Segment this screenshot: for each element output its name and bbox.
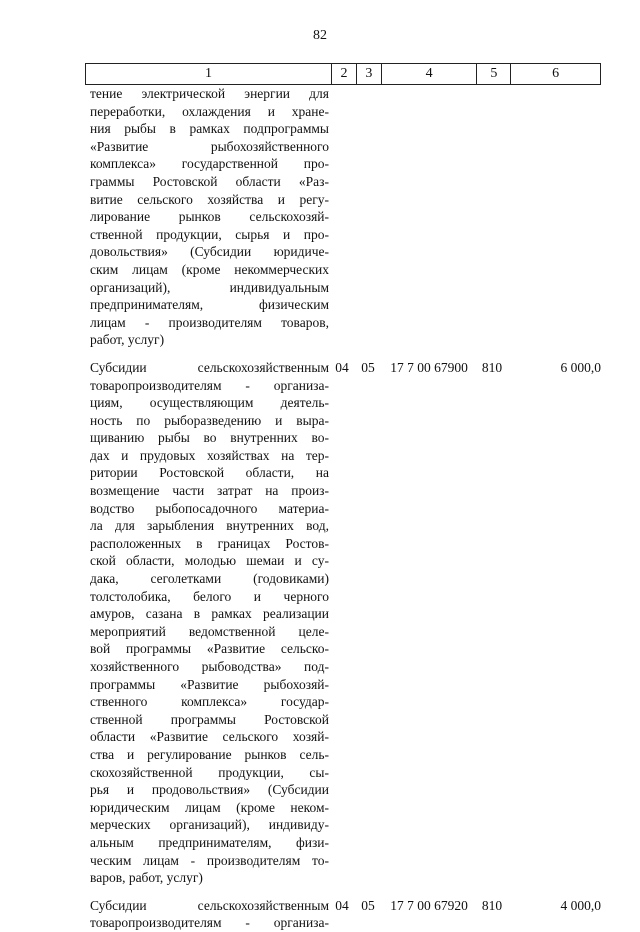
- header-cell: 3: [357, 64, 382, 84]
- table-row: [85, 359, 601, 887]
- text-line: мероприятий ведомственной целе-: [90, 623, 329, 639]
- table-row: [85, 85, 601, 349]
- text-line: юридическим лицам (кроме неком-: [90, 799, 329, 815]
- text-line: лицам - производителям товаров,: [90, 314, 329, 330]
- text-line: предпринимателям, физическим: [90, 297, 329, 313]
- text-line: возмещение части затрат на произ-: [90, 483, 329, 499]
- cell-subsection: [355, 85, 381, 349]
- text-line: ность по рыборазведению и выра-: [90, 412, 329, 428]
- header-cell: 2: [332, 64, 357, 84]
- text-line: ческим лицам - производителям то-: [90, 852, 329, 868]
- cell-target-article: [381, 85, 477, 349]
- cell-section: 04: [335, 897, 349, 913]
- header-cell: 5: [477, 64, 511, 84]
- cell-target-article: 17 7 00 67900: [390, 359, 468, 375]
- table-row: [85, 897, 601, 932]
- header-cell: 1: [86, 64, 332, 84]
- text-line: довольствия» (Субсидии юридиче-: [90, 244, 329, 260]
- text-line: вой программы «Развитие сельско-: [90, 641, 329, 657]
- text-line: варов, работ, услуг): [90, 870, 203, 886]
- text-line: ния рыбы в рамках подпрограммы: [90, 121, 329, 137]
- text-line: ским лицам (кроме некоммерческих: [90, 261, 329, 277]
- row-description: [85, 359, 329, 887]
- cell-subsection: 05: [361, 897, 375, 913]
- text-line: циям, осуществляющим деятель-: [90, 395, 329, 411]
- text-line: товаропроизводителям - организа-: [90, 915, 329, 931]
- text-line: ла для зарыбления внутренних вод,: [90, 518, 329, 534]
- text-line: переработки, охлаждения и хране-: [90, 103, 329, 119]
- text-line: товаропроизводителям - организа-: [90, 377, 329, 393]
- text-line: ской области, молодью шемаи и су-: [90, 553, 329, 569]
- text-line: ственного комплекса» государ-: [90, 694, 329, 710]
- table-header: [85, 63, 601, 85]
- text-line: ственной продукции, сырья и про-: [90, 226, 329, 242]
- text-line: работ, услуг): [90, 332, 165, 348]
- cell-target-article: 17 7 00 67920: [390, 897, 468, 913]
- text-line: рья и продовольствия» (Субсидии: [90, 782, 329, 798]
- text-line: хозяйственного рыбоводства» под-: [90, 659, 329, 674]
- cell-expense-type: [477, 85, 507, 349]
- cell-subsection: 05: [361, 359, 375, 375]
- cell-expense-type: 810: [481, 897, 503, 913]
- header-cell: 4: [382, 64, 478, 84]
- text-line: тение электрической энергии для: [90, 86, 329, 101]
- text-line: комплекса» государственной про-: [90, 156, 329, 172]
- text-line: мерческих организаций), индивиду-: [90, 817, 329, 833]
- header-cell: 6: [552, 66, 560, 81]
- text-line: Субсидии сельскохозяйственным: [90, 359, 329, 375]
- cell-expense-type: 810: [481, 359, 503, 375]
- table-body: [85, 85, 601, 932]
- text-line: расположенных в границах Ростов-: [90, 535, 329, 551]
- text-line: программы «Развитие рыбохозяй-: [90, 676, 329, 692]
- text-line: альным предпринимателям, физи-: [90, 834, 329, 850]
- text-line: щиванию рыбы во внутренних во-: [90, 430, 329, 446]
- text-line: амуров, сазана в рамках реализации: [90, 606, 329, 622]
- cell-section: 04: [335, 359, 349, 375]
- cell-section: [329, 85, 355, 349]
- row-description: [85, 85, 329, 349]
- text-line: толстолобика, белого и черного: [90, 588, 329, 604]
- text-line: скохозяйственной продукции, сы-: [90, 764, 329, 780]
- text-line: дах и прудовых хозяйствах на тер-: [90, 447, 329, 463]
- text-line: Субсидии сельскохозяйственным: [90, 897, 329, 913]
- text-line: водство рыбопосадочного материа-: [90, 500, 329, 516]
- text-line: граммы Ростовской области «Раз-: [90, 173, 329, 189]
- text-line: дака, сеголетками (годовиками): [90, 571, 329, 587]
- cell-amount: 6 000,0: [560, 359, 601, 375]
- text-line: лирование рынков сельскохозяй-: [90, 209, 329, 225]
- text-line: витие сельского хозяйства и регу-: [90, 191, 329, 207]
- text-line: ства и регулирование рынков сель-: [90, 746, 329, 762]
- cell-amount: 4 000,0: [560, 897, 601, 913]
- text-line: организаций), индивидуальным: [90, 279, 329, 295]
- text-line: ритории Ростовской области, на: [90, 465, 329, 481]
- page-number: 82: [313, 28, 327, 43]
- row-description: [85, 897, 329, 932]
- cell-amount: [507, 85, 601, 349]
- text-line: «Развитие рыбохозяйственного: [90, 138, 329, 154]
- text-line: ственной программы Ростовской: [90, 711, 329, 727]
- text-line: области «Развитие сельского хозяй-: [90, 729, 329, 745]
